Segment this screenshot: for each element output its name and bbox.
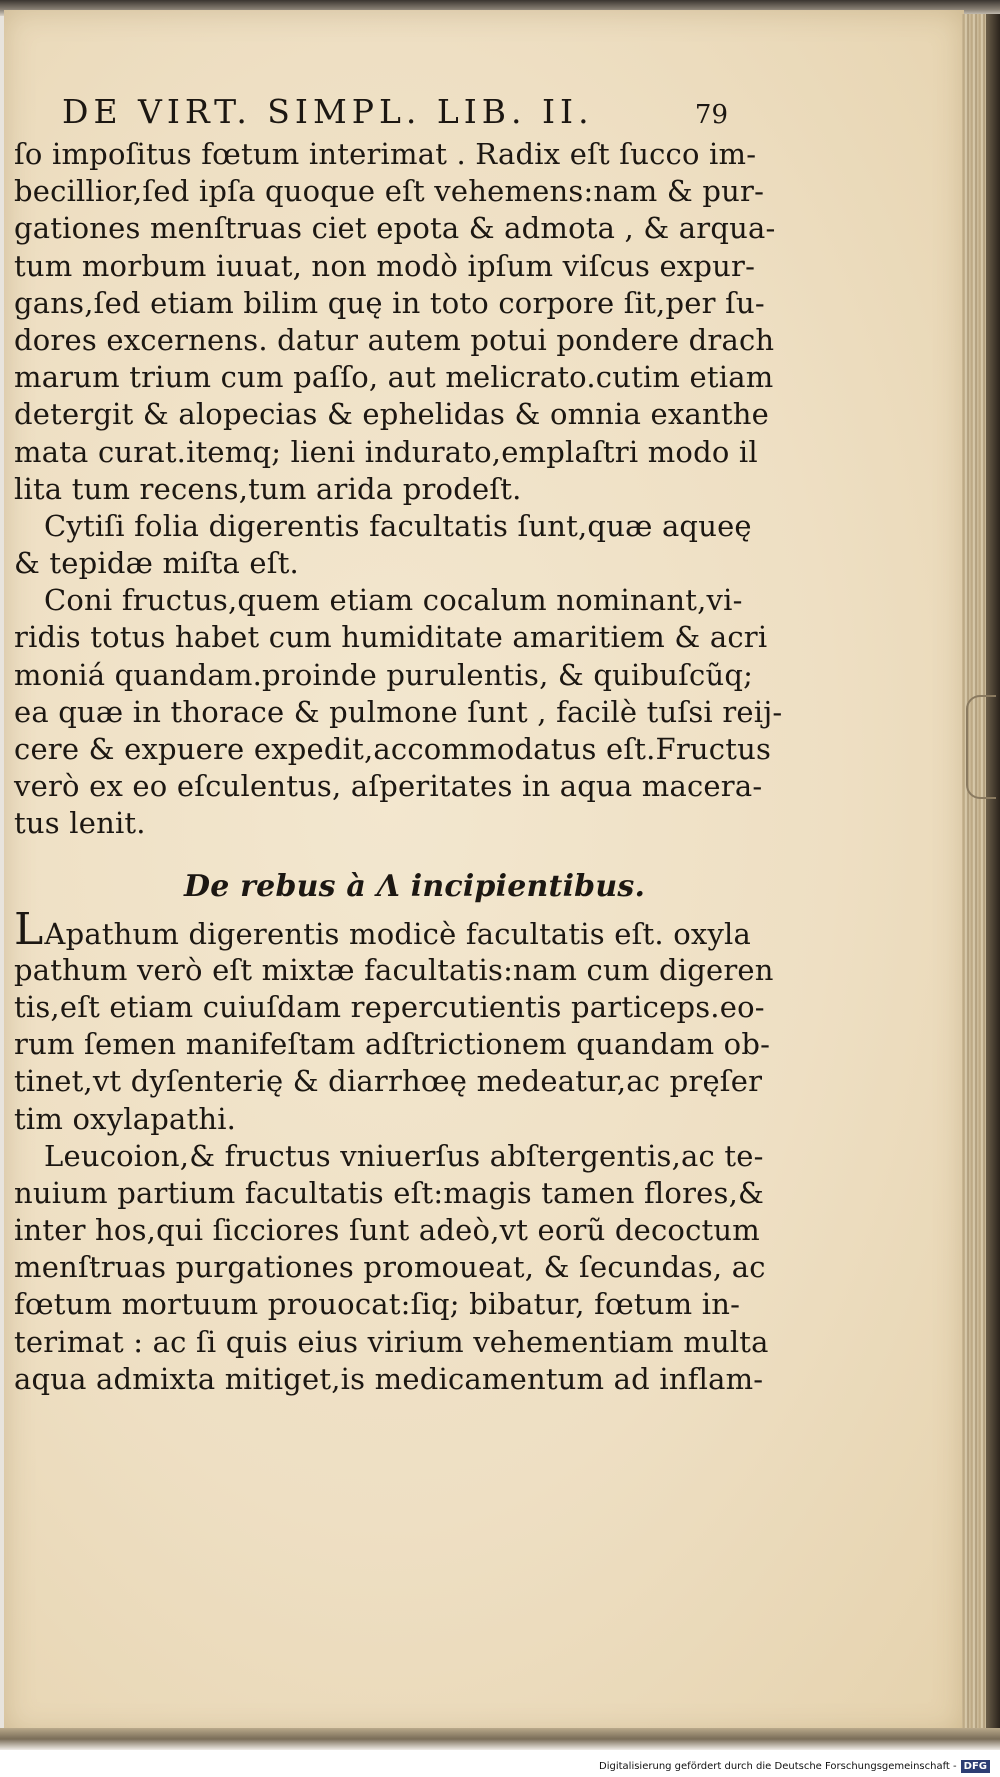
text-line: gans,ſed etiam bilim quę in toto corpore ſit,per ſu- bbox=[14, 285, 765, 320]
text-line: ea quæ in thorace & pulmone ſunt , facilè tuſsi reij- bbox=[14, 694, 783, 729]
running-header bbox=[14, 92, 734, 136]
book-spine-shadow bbox=[986, 14, 1000, 1729]
section-first-line-text: Apathum digerentis modicè facultatis eſt. oxyla bbox=[44, 916, 751, 951]
text-line: menſtruas purgationes promoueat, & ſecundas, ac bbox=[14, 1250, 766, 1285]
dfg-logo: DFG bbox=[961, 1760, 990, 1773]
scan-bottom-band bbox=[0, 1728, 1000, 1750]
text-line: lita tum recens,tum arida prodeſt. bbox=[14, 471, 522, 506]
text-line: rum ſemen manifeſtam adſtrictionem quandam ob- bbox=[14, 1027, 771, 1062]
text-line: cere & expuere expedit,accommodatus eſt.Fructus bbox=[14, 732, 772, 766]
text-line: mata curat.itemq; lieni indurato,emplaſtri modo il bbox=[14, 434, 758, 469]
text-line: tus lenit. bbox=[14, 806, 146, 841]
running-head-title: DE VIRT. SIMPL. LIB. II. bbox=[62, 92, 594, 131]
text-line: fœtum mortuum prouocat:ſiq; bibatur, fœtum in- bbox=[14, 1287, 741, 1322]
text-line: terimat : ac ſi quis eius virium vehementiam multa bbox=[14, 1324, 769, 1359]
funding-credit: Digitalisierung gefördert durch die Deutsche Forschungsgemeinschaft - bbox=[599, 1760, 957, 1772]
text-line: inter hos,qui ſicciores ſunt adeò,vt eorũ decoctum bbox=[14, 1213, 760, 1248]
section-first-line bbox=[14, 903, 751, 955]
page-text-block bbox=[14, 92, 783, 1398]
text-line: ridis totus habet cum humiditate amaritiem & acri bbox=[14, 620, 768, 655]
section-spacer bbox=[14, 843, 734, 859]
text-line: marum trium cum paſſo, aut melicrato.cutim etiam bbox=[14, 360, 774, 395]
page-tab-mark bbox=[966, 695, 996, 799]
text-line: tis,eſt etiam cuiuſdam repercutientis particeps.eo- bbox=[14, 989, 765, 1024]
text-line: tinet,vt dyſenterię & diarrhœę medeatur,ac pręſer bbox=[14, 1064, 763, 1099]
digitization-footer bbox=[0, 1755, 1000, 1777]
text-line: gationes menſtruas ciet epota & admota , & arqua- bbox=[14, 211, 776, 246]
text-line: moniá quandam.proinde purulentis, & quibuſcũq; bbox=[14, 657, 754, 692]
text-line: aqua admixta mitiget,is medicamentum ad inflam- bbox=[14, 1361, 764, 1396]
text-line: pathum verò eſt mixtæ facultatis:nam cum digeren bbox=[14, 952, 774, 987]
section-title: De rebus à Λ incipientibus. bbox=[184, 868, 646, 904]
drop-cap: L bbox=[14, 903, 44, 955]
page-number: 79 bbox=[694, 100, 728, 130]
paragraph-start-line: Leucoion,& fructus vniuerſus abſtergentis,ac te- bbox=[44, 1138, 764, 1173]
paragraph-start-line: Coni fructus,quem etiam cocalum nominant,vi- bbox=[44, 583, 743, 618]
text-line: tim oxylapathi. bbox=[14, 1101, 237, 1136]
text-line: nuium partium facultatis eſt:magis tamen flores,& bbox=[14, 1175, 765, 1210]
text-line: verò ex eo eſculentus, aſperitates in aqua macera- bbox=[14, 769, 763, 804]
text-line: detergit & alopecias & ephelidas & omnia exanthe bbox=[14, 397, 769, 432]
text-line: becillior,ſed ipſa quoque eſt vehemens:nam & pur- bbox=[14, 174, 765, 209]
paragraph-start-line: Cytiſi folia digerentis facultatis ſunt,quæ aqueę bbox=[44, 508, 752, 543]
text-line: dores excernens. datur autem potui pondere drach bbox=[14, 322, 775, 357]
text-line: & tepidæ miſta eſt. bbox=[14, 546, 299, 581]
text-line: tum morbum iuuat, non modò ipſum viſcus expur- bbox=[14, 248, 756, 283]
text-line: ſo impoſitus fœtum interimat . Radix eſt ſucco im- bbox=[14, 137, 757, 171]
